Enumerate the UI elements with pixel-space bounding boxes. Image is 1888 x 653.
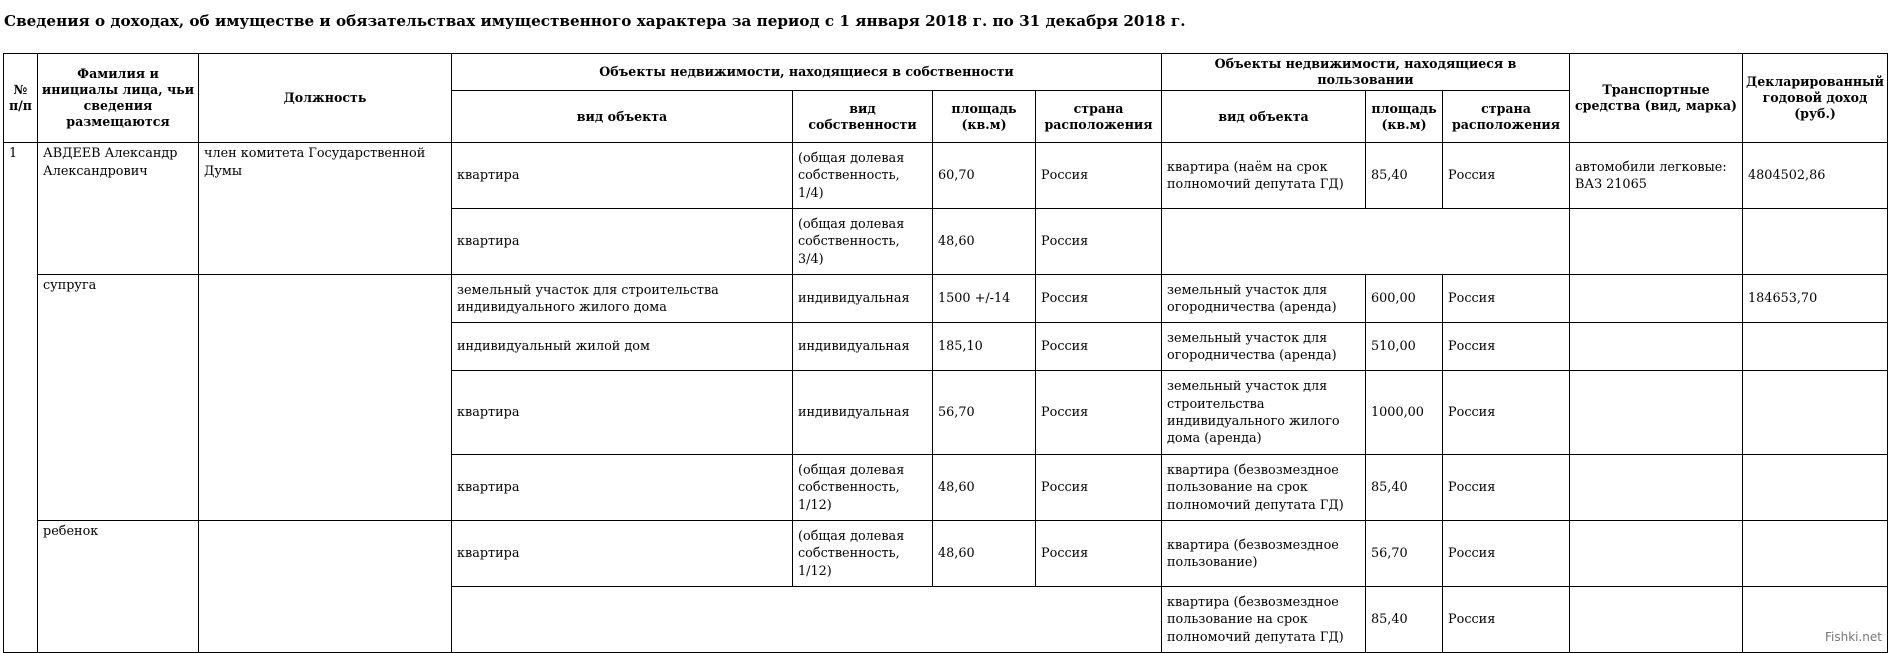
header-owned-group: Объекты недвижимости, находящиеся в собственности bbox=[452, 54, 1162, 91]
cell-used-empty bbox=[1162, 209, 1570, 275]
cell-owned-type: квартира bbox=[452, 209, 793, 275]
cell-transport bbox=[1570, 371, 1743, 455]
cell-owned-type: квартира bbox=[452, 371, 793, 455]
cell-owned-country: Россия bbox=[1036, 275, 1162, 323]
cell-transport bbox=[1570, 275, 1743, 323]
header-income: Декларированный годовой доход (руб.) bbox=[1743, 54, 1888, 143]
cell-used-country: Россия bbox=[1443, 323, 1570, 371]
header-used-type: вид объекта bbox=[1162, 91, 1366, 143]
cell-used-type: квартира (безвозмездное пользование на срок полномочий депутата ГД) bbox=[1162, 587, 1366, 653]
header-used-area: площадь (кв.м) bbox=[1366, 91, 1443, 143]
cell-owned-area: 48,60 bbox=[933, 209, 1036, 275]
cell-used-area: 85,40 bbox=[1366, 143, 1443, 209]
cell-used-area: 1000,00 bbox=[1366, 371, 1443, 455]
cell-transport bbox=[1570, 455, 1743, 521]
cell-num: 1 bbox=[4, 143, 38, 653]
header-owned-ownership: вид собственности bbox=[793, 91, 933, 143]
header-used-country: страна расположения bbox=[1443, 91, 1570, 143]
cell-owned-country: Россия bbox=[1036, 209, 1162, 275]
cell-owned-area: 60,70 bbox=[933, 143, 1036, 209]
cell-owned-country: Россия bbox=[1036, 143, 1162, 209]
cell-owned-country: Россия bbox=[1036, 371, 1162, 455]
cell-owned-ownership: индивидуальная bbox=[793, 323, 933, 371]
header-row-1 bbox=[4, 54, 1888, 91]
cell-owned-ownership: (общая долевая собственность, 1/12) bbox=[793, 455, 933, 521]
cell-used-area: 510,00 bbox=[1366, 323, 1443, 371]
cell-used-country: Россия bbox=[1443, 587, 1570, 653]
cell-position bbox=[199, 521, 452, 653]
cell-owned-ownership: (общая долевая собственность, 1/12) bbox=[793, 521, 933, 587]
cell-transport bbox=[1570, 323, 1743, 371]
cell-name: АВДЕЕВ Александр Александрович bbox=[38, 143, 199, 275]
cell-used-type: земельный участок для огородничества (аренда) bbox=[1162, 275, 1366, 323]
header-owned-country: страна расположения bbox=[1036, 91, 1162, 143]
cell-name: супруга bbox=[38, 275, 199, 521]
cell-owned-area: 56,70 bbox=[933, 371, 1036, 455]
cell-owned-ownership: индивидуальная bbox=[793, 371, 933, 455]
cell-transport bbox=[1570, 521, 1743, 587]
cell-owned-empty bbox=[452, 587, 1162, 653]
cell-owned-area: 48,60 bbox=[933, 455, 1036, 521]
cell-owned-country: Россия bbox=[1036, 323, 1162, 371]
cell-used-type: земельный участок для строительства индивидуального жилого дома (аренда) bbox=[1162, 371, 1366, 455]
table-row bbox=[4, 143, 1888, 209]
cell-income bbox=[1743, 521, 1888, 587]
cell-used-area: 85,40 bbox=[1366, 455, 1443, 521]
cell-used-country: Россия bbox=[1443, 143, 1570, 209]
cell-income: 4804502,86 bbox=[1743, 143, 1888, 209]
cell-owned-area: 1500 +/-14 bbox=[933, 275, 1036, 323]
header-used-group: Объекты недвижимости, находящиеся в пользовании bbox=[1162, 54, 1570, 91]
cell-income: 184653,70 bbox=[1743, 275, 1888, 323]
cell-owned-type: квартира bbox=[452, 521, 793, 587]
cell-used-country: Россия bbox=[1443, 455, 1570, 521]
cell-used-area: 600,00 bbox=[1366, 275, 1443, 323]
cell-position bbox=[199, 275, 452, 521]
cell-transport bbox=[1570, 587, 1743, 653]
cell-used-type: квартира (наём на срок полномочий депутата ГД) bbox=[1162, 143, 1366, 209]
cell-position: член комитета Государственной Думы bbox=[199, 143, 452, 275]
cell-used-country: Россия bbox=[1443, 275, 1570, 323]
watermark: Fishki.net bbox=[1824, 630, 1882, 644]
cell-owned-area: 48,60 bbox=[933, 521, 1036, 587]
cell-used-type: квартира (безвозмездное пользование) bbox=[1162, 521, 1366, 587]
cell-owned-type: земельный участок для строительства индивидуального жилого дома bbox=[452, 275, 793, 323]
cell-used-type: квартира (безвозмездное пользование на срок полномочий депутата ГД) bbox=[1162, 455, 1366, 521]
cell-owned-area: 185,10 bbox=[933, 323, 1036, 371]
cell-income bbox=[1743, 323, 1888, 371]
cell-owned-ownership: (общая долевая собственность, 3/4) bbox=[793, 209, 933, 275]
header-transport: Транспортные средства (вид, марка) bbox=[1570, 54, 1743, 143]
declaration-table bbox=[3, 53, 1888, 653]
cell-owned-type: квартира bbox=[452, 455, 793, 521]
table-row bbox=[4, 521, 1888, 587]
cell-transport bbox=[1570, 209, 1743, 275]
cell-owned-type: индивидуальный жилой дом bbox=[452, 323, 793, 371]
cell-income bbox=[1743, 371, 1888, 455]
cell-owned-country: Россия bbox=[1036, 455, 1162, 521]
cell-used-country: Россия bbox=[1443, 521, 1570, 587]
cell-used-area: 56,70 bbox=[1366, 521, 1443, 587]
cell-name: ребенок bbox=[38, 521, 199, 653]
cell-owned-type: квартира bbox=[452, 143, 793, 209]
header-name: Фамилия и инициалы лица, чьи сведения размещаются bbox=[38, 54, 199, 143]
cell-income bbox=[1743, 209, 1888, 275]
cell-used-area: 85,40 bbox=[1366, 587, 1443, 653]
cell-used-type: земельный участок для огородничества (аренда) bbox=[1162, 323, 1366, 371]
cell-owned-ownership: (общая долевая собственность, 1/4) bbox=[793, 143, 933, 209]
header-owned-type: вид объекта bbox=[452, 91, 793, 143]
header-position: Должность bbox=[199, 54, 452, 143]
cell-owned-ownership: индивидуальная bbox=[793, 275, 933, 323]
cell-transport: автомобили легковые: ВАЗ 21065 bbox=[1570, 143, 1743, 209]
cell-used-country: Россия bbox=[1443, 371, 1570, 455]
header-num: № п/п bbox=[4, 54, 38, 143]
header-owned-area: площадь (кв.м) bbox=[933, 91, 1036, 143]
cell-owned-country: Россия bbox=[1036, 521, 1162, 587]
table-row bbox=[4, 275, 1888, 323]
cell-income bbox=[1743, 455, 1888, 521]
page-title: Сведения о доходах, об имуществе и обязательствах имущественного характера за период с 1 января 2018 г. по 31 декабря 2018 г. bbox=[4, 12, 1186, 30]
